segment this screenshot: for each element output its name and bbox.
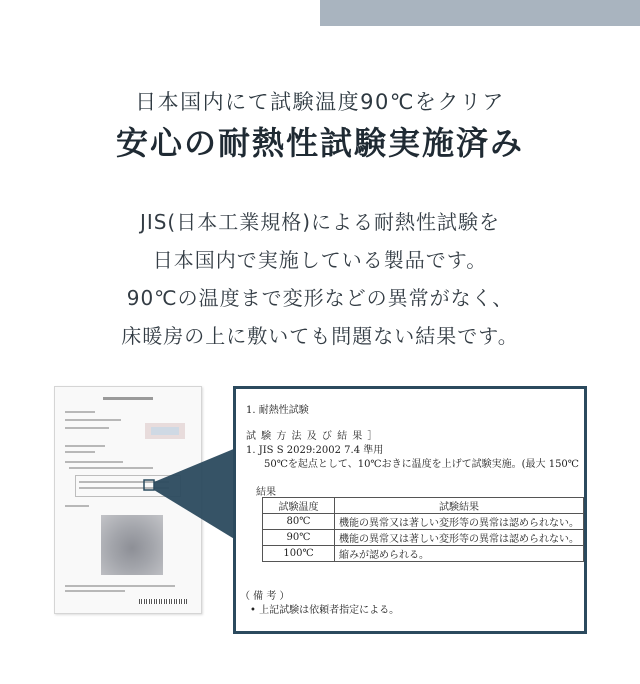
table-row: [263, 530, 584, 546]
table-cell: 機能の異常又は著しい変形等の異常は認められない。: [335, 514, 584, 530]
description-line: 90℃の温度まで変形などの異常がなく、: [126, 286, 514, 310]
table-cell: 80℃: [263, 514, 335, 530]
zoomed-document: [233, 386, 587, 634]
table-header: 試験温度: [263, 498, 335, 514]
certificate-thumbnail: [54, 386, 202, 614]
sample-photo: [101, 515, 163, 575]
description-line: 日本国内で実施している製品です。: [152, 248, 488, 272]
doc-method-heading: 試 験 方 法 及 び 結 果 ］: [246, 431, 379, 442]
description: [0, 203, 640, 355]
page-title: 安心の耐熱性試験実施済み: [115, 124, 524, 162]
results-table: [262, 497, 584, 562]
doc-procedure: 50℃を起点として、10℃おきに温度を上げて試験実施。(最大 150℃: [264, 459, 579, 470]
doc-heading: 1. 耐熱性試験: [246, 405, 309, 416]
table-header: 試験結果: [335, 498, 584, 514]
doc-remarks-item: • 上記試験は依頼者指定による。: [250, 605, 400, 616]
description-line: 床暖房の上に敷いても問題ない結果です。: [121, 324, 519, 348]
table-cell: 100℃: [263, 546, 335, 562]
description-line: JIS(日本工業規格)による耐熱性試験を: [139, 210, 501, 234]
table-cell: 90℃: [263, 530, 335, 546]
table-cell: 機能の異常又は著しい変形等の異常は認められない。: [335, 530, 584, 546]
table-cell: 縮みが認められる。: [335, 546, 584, 562]
table-row: [263, 546, 584, 562]
top-accent-bar: [320, 0, 640, 26]
doc-remarks-label: （ 備 考 ）: [240, 591, 290, 602]
doc-standard: 1. JIS S 2029:2002 7.4 準用: [246, 445, 384, 456]
table-row: [263, 514, 584, 530]
doc-results-label: 結果: [256, 487, 276, 498]
page-subtitle: 日本国内にて試験温度90℃をクリア: [135, 90, 505, 114]
